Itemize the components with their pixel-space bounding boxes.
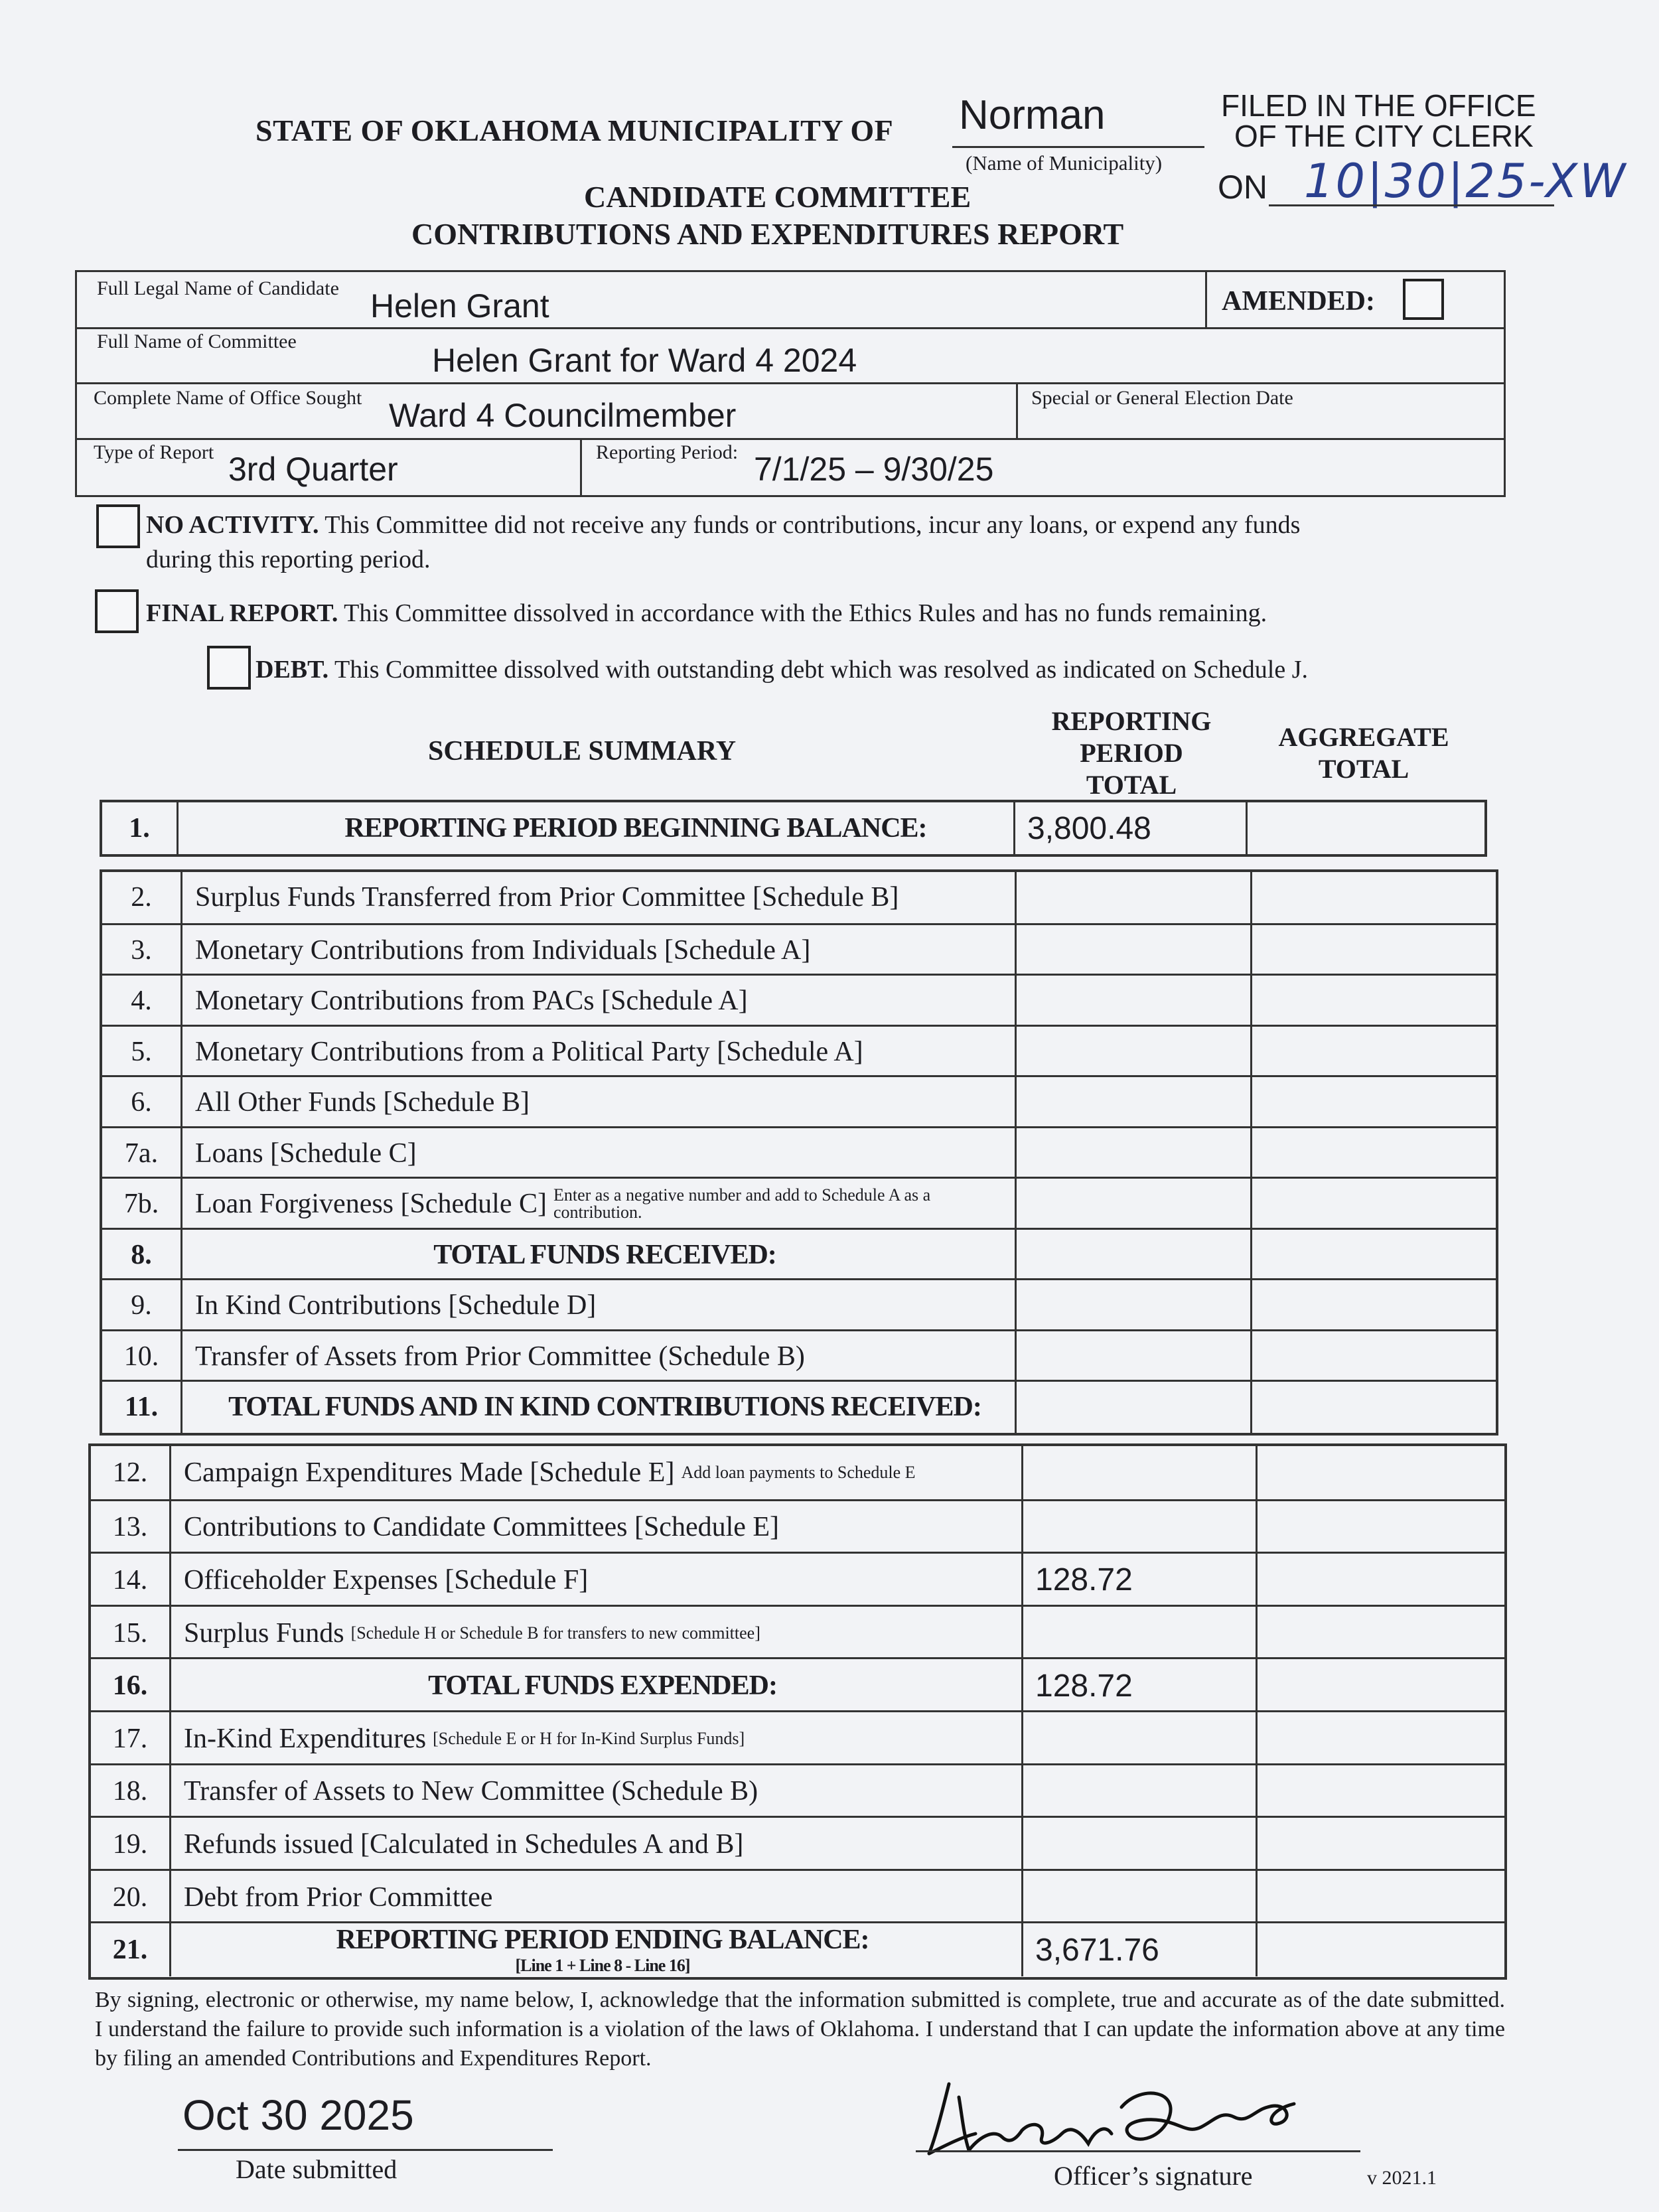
line-label-text: Debt from Prior Committee <box>184 1881 493 1913</box>
signature-line <box>916 2150 1360 2152</box>
line-number: 16. <box>112 1670 148 1702</box>
line-label <box>182 1382 1015 1433</box>
table-row <box>91 1499 1504 1554</box>
no-activity-title: NO ACTIVITY. <box>146 511 319 539</box>
debt-option <box>255 652 1308 687</box>
line-label-text: Transfer of Assets from Prior Committee (Schedule B) <box>195 1341 805 1372</box>
aggregate-total-cell[interactable] <box>1252 976 1496 1027</box>
line-number: 10. <box>123 1341 159 1372</box>
line-label <box>182 1331 1015 1382</box>
period-total-header <box>1015 705 1248 801</box>
table-row <box>91 1710 1504 1765</box>
debt-checkbox[interactable] <box>207 646 251 690</box>
debt-title: DEBT. <box>255 656 329 684</box>
line-number: 7a. <box>124 1138 159 1169</box>
report-type-label: Type of Report <box>94 441 214 463</box>
no-activity-text: This Committee did not receive any funds or contributions, incur any loans, or expend any funds <box>325 511 1301 539</box>
line-label-text: Officeholder Expenses [Schedule F] <box>184 1564 589 1595</box>
funds-received-table <box>100 869 1498 1436</box>
line-number: 11. <box>124 1392 159 1423</box>
aggregate-total-cell[interactable] <box>1258 1818 1504 1871</box>
filed-date-handwritten: 10|30|25-XW <box>1304 154 1628 208</box>
period-total-cell[interactable] <box>1023 1871 1256 1924</box>
line-label-text: In-Kind Expenditures <box>184 1723 427 1754</box>
line-label <box>182 1280 1015 1331</box>
table-row <box>91 1657 1504 1712</box>
table-row <box>91 1816 1504 1871</box>
line-note: Add loan payments to Schedule E <box>681 1462 916 1482</box>
amended-divider <box>1205 272 1207 327</box>
line-label <box>171 1818 1021 1871</box>
table-row <box>91 1763 1504 1818</box>
line-number: 2. <box>131 882 152 913</box>
aggregate-total-cell[interactable] <box>1252 1280 1496 1331</box>
line-label-text: Surplus Funds Transferred from Prior Committee [Schedule B] <box>195 882 899 913</box>
period-total-cell[interactable] <box>1023 1712 1256 1765</box>
line-label <box>182 925 1015 976</box>
line-note: [Schedule E or H for In-Kind Surplus Funds] <box>433 1728 745 1748</box>
period-total-cell[interactable] <box>1017 872 1250 923</box>
line-label <box>182 1077 1015 1128</box>
line-label-text: Monetary Contributions from a Political Party [Schedule A] <box>195 1036 863 1067</box>
line-label-text: Transfer of Assets to New Committee (Schedule B) <box>184 1776 758 1807</box>
final-report-option <box>146 596 1267 630</box>
line-number: 18. <box>112 1776 148 1807</box>
line-number: 4. <box>131 986 152 1017</box>
line-label <box>182 976 1015 1027</box>
period-total-cell[interactable]: 128.72 <box>1035 1668 1133 1704</box>
table-row <box>91 1446 1504 1499</box>
table-row <box>102 1177 1496 1230</box>
period-total-cell[interactable] <box>1017 1027 1250 1078</box>
period-total-cell[interactable] <box>1017 1179 1250 1230</box>
info-row-divider <box>77 438 1504 440</box>
beginning-balance-label: REPORTING PERIOD BEGINNING BALANCE: <box>344 813 927 844</box>
aggregate-total-cell[interactable] <box>1252 1027 1496 1078</box>
line-label <box>171 1765 1021 1818</box>
line-label-text: Contributions to Candidate Committees [Schedule E] <box>184 1512 780 1543</box>
period-total-cell[interactable] <box>1023 1765 1256 1818</box>
final-report-title: FINAL REPORT. <box>146 599 338 627</box>
line-number: 13. <box>112 1512 148 1543</box>
line-number: 9. <box>131 1290 152 1321</box>
aggregate-total-cell[interactable] <box>1252 1077 1496 1128</box>
filed-stamp-line2: OF THE CITY CLERK <box>1234 119 1534 153</box>
final-report-checkbox[interactable] <box>95 589 139 633</box>
info-row-divider <box>77 327 1504 329</box>
period-divider <box>580 438 582 495</box>
line-label <box>182 1027 1015 1078</box>
aggregate-total-header-line1: AGGREGATE <box>1278 722 1449 752</box>
aggregate-total-header <box>1248 721 1480 785</box>
line-label-text: All Other Funds [Schedule B] <box>195 1087 530 1118</box>
funds-expended-table <box>88 1443 1507 1980</box>
line-label <box>171 1659 1021 1712</box>
municipality-underline <box>952 146 1204 148</box>
aggregate-total-cell[interactable] <box>1252 925 1496 976</box>
line-number: 5. <box>131 1036 152 1067</box>
report-type-value[interactable]: 3rd Quarter <box>228 451 398 488</box>
amended-label: AMENDED: <box>1222 286 1375 317</box>
date-submitted-caption: Date submitted <box>236 2154 397 2184</box>
period-total-cell[interactable] <box>1017 1077 1250 1128</box>
period-total-cell[interactable] <box>1017 1331 1250 1382</box>
line-number: 20. <box>112 1881 148 1913</box>
aggregate-total-cell[interactable] <box>1258 1923 1504 1976</box>
signature-caption: Officer’s signature <box>1054 2161 1253 2191</box>
line-label-text: REPORTING PERIOD ENDING BALANCE: <box>336 1925 869 1956</box>
table-row <box>102 872 1496 923</box>
line-label <box>182 1179 1015 1230</box>
aggregate-total-cell[interactable] <box>1252 1230 1496 1281</box>
table-row <box>102 1075 1496 1128</box>
line-label <box>171 1501 1021 1554</box>
line-label <box>182 1230 1015 1281</box>
amended-checkbox[interactable] <box>1403 279 1444 320</box>
period-total-header-line3: TOTAL <box>1086 770 1177 800</box>
line-number: 7b. <box>123 1189 159 1220</box>
aggregate-total-cell[interactable] <box>1258 1501 1504 1554</box>
period-total-cell[interactable] <box>1017 1382 1250 1433</box>
filed-on-label: ON <box>1218 169 1267 206</box>
line-label-text: Refunds issued [Calculated in Schedules A and B] <box>184 1828 744 1860</box>
table-row <box>102 974 1496 1027</box>
table-row <box>102 1329 1496 1382</box>
line-label-text: TOTAL FUNDS RECEIVED: <box>433 1239 776 1270</box>
line-label <box>182 1128 1015 1179</box>
reporting-period-label: Reporting Period: <box>596 441 739 463</box>
committee-value[interactable]: Helen Grant for Ward 4 2024 <box>432 342 857 379</box>
info-row-divider <box>77 382 1504 384</box>
table-row <box>102 923 1496 976</box>
aggregate-total-cell[interactable] <box>1252 1382 1496 1433</box>
aggregate-total-cell[interactable] <box>1258 1554 1504 1607</box>
aggregate-total-cell[interactable] <box>1258 1607 1504 1660</box>
line-label-text: Loan Forgiveness [Schedule C] <box>195 1189 547 1220</box>
period-total-cell[interactable] <box>1017 1128 1250 1179</box>
no-activity-text-line2: during this reporting period. <box>146 546 431 573</box>
municipality-value: Norman <box>959 92 1106 138</box>
line-label-text: TOTAL FUNDS EXPENDED: <box>428 1670 777 1702</box>
table-row <box>102 1278 1496 1331</box>
attestation-text: By signing, electronic or otherwise, my name below, I, acknowledge that the information submitted is complete, true and accurate as of the date submitted. I understand the failure to provide such information is a violation of the laws of Oklahoma. I understand that I can update the information above at any time by filing an amended Contributions and Expenditures Report. <box>95 1988 1505 2071</box>
candidate-label: Full Legal Name of Candidate <box>97 277 339 299</box>
schedule-summary-title: SCHEDULE SUMMARY <box>428 736 737 767</box>
line-label <box>171 1446 1021 1499</box>
line-note: [Line 1 + Line 8 - Line 16] <box>515 1956 690 1976</box>
candidate-info-box <box>75 270 1506 497</box>
line-number: 1. <box>129 813 150 844</box>
period-total-cell[interactable] <box>1023 1818 1256 1871</box>
aggregate-total-cell[interactable] <box>1258 1871 1504 1924</box>
table-row <box>91 1869 1504 1924</box>
period-total-cell[interactable] <box>1023 1607 1256 1660</box>
line-number: 12. <box>112 1457 148 1488</box>
line-label-text: Loans [Schedule C] <box>195 1138 417 1169</box>
aggregate-total-cell[interactable] <box>1252 1331 1496 1382</box>
state-municipality-label: STATE OF OKLAHOMA MUNICIPALITY OF <box>255 113 894 147</box>
line-label-text: TOTAL FUNDS AND IN KIND CONTRIBUTIONS RECEIVED: <box>228 1392 981 1423</box>
aggregate-total-cell[interactable] <box>1258 1765 1504 1818</box>
period-total-cell[interactable]: 3,671.76 <box>1035 1932 1159 1968</box>
period-total-cell[interactable] <box>1017 925 1250 976</box>
line-number: 17. <box>112 1723 148 1754</box>
aggregate-total-cell[interactable] <box>1258 1712 1504 1765</box>
table-row <box>102 1126 1496 1179</box>
line-label <box>182 872 1015 923</box>
officer-signature[interactable] <box>922 2071 1334 2164</box>
line-label <box>171 1712 1021 1765</box>
reporting-period-value[interactable]: 7/1/25 – 9/30/25 <box>754 451 994 488</box>
period-total-cell[interactable] <box>1017 976 1250 1027</box>
final-report-text: This Committee dissolved in accordance with the Ethics Rules and has no funds remaining. <box>344 599 1267 627</box>
debt-text: This Committee dissolved with outstanding debt which was resolved as indicated on Schedule J. <box>334 656 1308 684</box>
period-total-cell[interactable]: 128.72 <box>1035 1562 1133 1598</box>
period-total-cell[interactable] <box>1017 1280 1250 1331</box>
no-activity-checkbox[interactable] <box>96 504 140 548</box>
aggregate-total-cell[interactable] <box>1258 1446 1504 1499</box>
line-label <box>171 1871 1021 1924</box>
filed-date-underline <box>1269 204 1554 206</box>
date-submitted-value[interactable]: Oct 30 2025 <box>182 2091 414 2139</box>
report-title-line1: CANDIDATE COMMITTEE <box>584 180 972 214</box>
municipality-caption: (Name of Municipality) <box>966 151 1163 175</box>
line-number: 21. <box>112 1935 148 1966</box>
period-total-cell[interactable] <box>1023 1501 1256 1554</box>
committee-label: Full Name of Committee <box>97 331 297 352</box>
table-row <box>102 1228 1496 1281</box>
office-value[interactable]: Ward 4 Councilmember <box>389 397 737 434</box>
period-total-cell[interactable] <box>1023 1446 1256 1499</box>
table-row <box>91 1605 1504 1660</box>
period-total-cell[interactable] <box>1017 1230 1250 1281</box>
line-note: Enter as a negative number and add to Schedule A as a contribution. <box>553 1185 931 1222</box>
line-note: [Schedule H or Schedule B for transfers to new committee] <box>350 1623 760 1643</box>
period-total-header-line2: PERIOD <box>1080 738 1183 768</box>
line-label-text: Monetary Contributions from PACs [Schedule A] <box>195 986 748 1017</box>
date-submitted-line <box>178 2149 553 2151</box>
aggregate-total-cell[interactable] <box>1252 1128 1496 1179</box>
table-row <box>91 1552 1504 1607</box>
line-number: 15. <box>112 1617 148 1649</box>
beginning-balance-period[interactable]: 3,800.48 <box>1027 810 1151 846</box>
period-total-header-line1: REPORTING <box>1051 706 1212 736</box>
line-number: 14. <box>112 1564 148 1595</box>
candidate-value[interactable]: Helen Grant <box>370 287 549 325</box>
line-number: 3. <box>131 934 152 966</box>
line-label <box>171 1554 1021 1607</box>
line-label <box>171 1923 1021 1976</box>
aggregate-total-cell[interactable] <box>1258 1659 1504 1712</box>
beginning-balance-aggregate[interactable] <box>1248 802 1492 854</box>
line-label-text: Surplus Funds <box>184 1617 344 1649</box>
report-title-line2: CONTRIBUTIONS AND EXPENDITURES REPORT <box>411 217 1124 251</box>
table-row <box>102 1025 1496 1078</box>
beginning-balance-row <box>100 800 1487 857</box>
office-label: Complete Name of Office Sought <box>94 387 362 409</box>
aggregate-total-header-line2: TOTAL <box>1318 754 1409 784</box>
aggregate-total-cell[interactable] <box>1252 1179 1496 1230</box>
line-number: 8. <box>131 1239 152 1270</box>
line-number: 19. <box>112 1828 148 1860</box>
line-label-text: In Kind Contributions [Schedule D] <box>195 1290 597 1321</box>
line-label-text: Campaign Expenditures Made [Schedule E] <box>184 1457 675 1488</box>
form-version: v 2021.1 <box>1367 2167 1437 2189</box>
filed-stamp-line1: FILED IN THE OFFICE <box>1221 88 1536 123</box>
line-label-text: Monetary Contributions from Individuals [Schedule A] <box>195 934 811 966</box>
line-number: 6. <box>131 1087 152 1118</box>
aggregate-total-cell[interactable] <box>1252 872 1496 923</box>
line-label <box>171 1607 1021 1660</box>
no-activity-option <box>146 508 1447 577</box>
table-row <box>91 1921 1504 1976</box>
election-date-label: Special or General Election Date <box>1031 387 1293 409</box>
table-row <box>102 1380 1496 1433</box>
election-divider <box>1016 382 1018 438</box>
